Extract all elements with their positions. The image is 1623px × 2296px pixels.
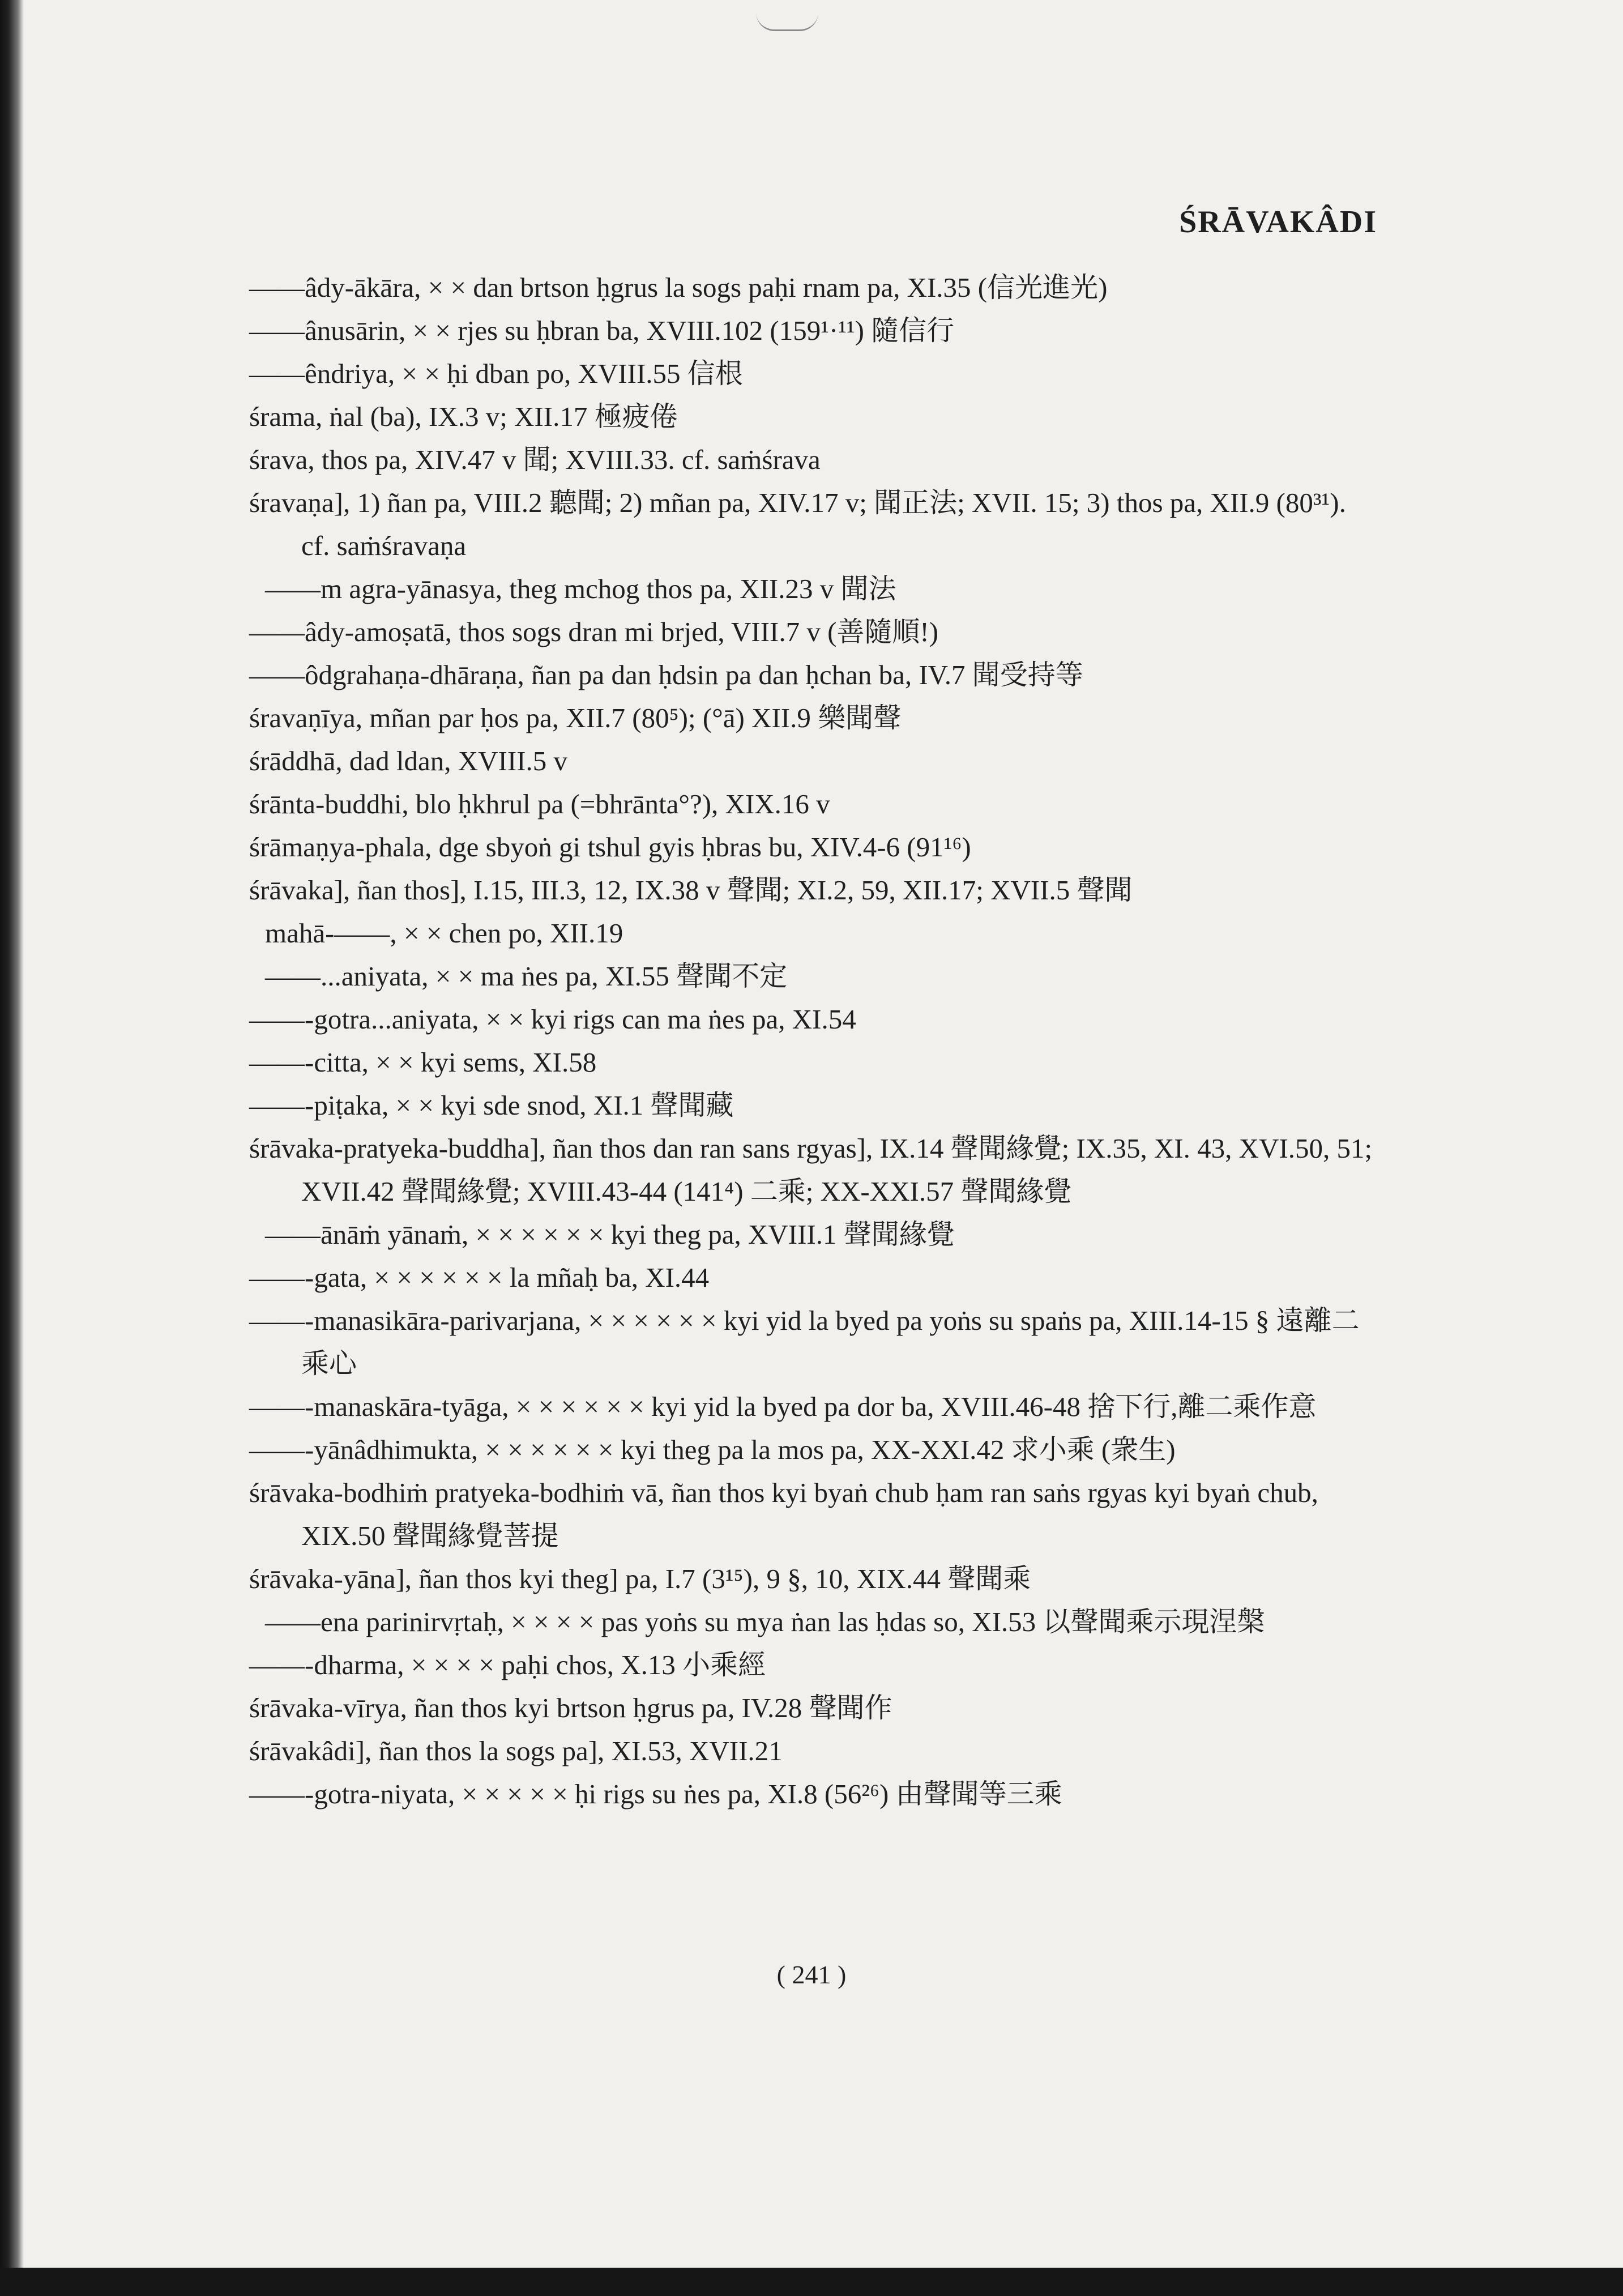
entry: ——-gotra-niyata, × × × × × ḥi rigs su ṅes pa, XI.8 (56²⁶) 由聲聞等三乘 <box>249 1778 1062 1810</box>
entry: ——ânusārin, × × rjes su ḥbran ba, XVIII.102 (159¹·¹¹) 隨信行 <box>249 315 955 346</box>
entry: ——-gotra...aniyata, × × kyi rigs can ma ṅes pa, XI.54 <box>249 1004 856 1035</box>
entry: śrāvaka-yāna], ñan thos kyi theg] pa, I.7 (3¹⁵), 9 §, 10, XIX.44 聲聞乘 <box>249 1563 1031 1594</box>
scan-bottom-edge <box>0 2268 1623 2296</box>
entry: śrāddhā, dad ldan, XVIII.5 v <box>249 745 567 776</box>
entry: ——-manasikāra-parivarjana, × × × × × × kyi yid la byed pa yoṅs su spaṅs pa, XIII.14-15 § 遠離二乘心 <box>249 1305 1360 1379</box>
entry: ——ānāṁ yānaṁ, × × × × × × kyi theg pa, XVIII.1 聲聞緣覺 <box>265 1219 955 1250</box>
page-top-mark <box>756 12 818 31</box>
entry: śrāvaka], ñan thos], I.15, III.3, 12, IX.38 v 聲聞; XI.2, 59, XII.17; XVII.5 聲聞 <box>249 874 1133 906</box>
entry: ——êndriya, × × ḥi dban po, XVIII.55 信根 <box>249 358 743 389</box>
entry: ——-manaskāra-tyāga, × × × × × × kyi yid la byed pa dor ba, XVIII.46-48 捨下行,離二乘作意 <box>249 1391 1317 1422</box>
entry: ——-yānâdhimukta, × × × × × × kyi theg pa la mos pa, XX-XXI.42 求小乘 (衆生) <box>249 1434 1176 1465</box>
entry: mahā-——, × × chen po, XII.19 <box>265 917 623 949</box>
entry: śrāmaṇya-phala, dge sbyoṅ gi tshul gyis ḥbras bu, XIV.4-6 (91¹⁶) <box>249 831 971 863</box>
entry: ——-gata, × × × × × × la mñaḥ ba, XI.44 <box>249 1262 710 1293</box>
entry: śrava, thos pa, XIV.47 v 聞; XVIII.33. cf. saṁśrava <box>249 444 821 475</box>
entry: śravaṇa], 1) ñan pa, VIII.2 聽聞; 2) mñan pa, XIV.17 v; 聞正法; XVII. 15; 3) thos pa, XII.9 (80³¹). cf. saṁśravaṇa <box>249 487 1346 561</box>
entry: śrama, ṅal (ba), IX.3 v; XII.17 極疲倦 <box>249 401 678 432</box>
entry: śrāvaka-bodhiṁ pratyeka-bodhiṁ vā, ñan thos kyi byaṅ chub ḥam ran saṅs rgyas kyi byaṅ chub, XIX.50 聲聞緣覺菩提 <box>249 1477 1318 1551</box>
entry: ——âdy-ākāra, × × dan brtson ḥgrus la sogs paḥi rnam pa, XI.35 (信光進光) <box>249 272 1108 303</box>
entry: ——ôdgrahaṇa-dhāraṇa, ñan pa dan ḥdsin pa dan ḥchan ba, IV.7 聞受持等 <box>249 659 1083 690</box>
entry: śrāvakâdi], ñan thos la sogs pa], XI.53, XVII.21 <box>249 1735 783 1766</box>
dictionary-entries <box>249 266 1376 1816</box>
scan-left-edge <box>0 0 24 2296</box>
entry: ——m agra-yānasya, theg mchog thos pa, XII.23 v 聞法 <box>265 573 896 604</box>
entry: ——ena parinirvṛtaḥ, × × × × pas yoṅs su mya ṅan las ḥdas so, XI.53 以聲聞乘示現涅槃 <box>265 1606 1265 1637</box>
entry: śrāvaka-pratyeka-buddha], ñan thos dan ran sans rgyas], IX.14 聲聞緣覺; IX.35, XI. 43, XVI.50, 51; XVII.42 聲聞緣覺; XVIII.43-44 (141⁴) 二乘; XX-XXI.57 聲聞緣覺 <box>249 1133 1373 1207</box>
entry: ——-dharma, × × × × paḥi chos, X.13 小乘經 <box>249 1649 766 1680</box>
entry: ——âdy-amoṣatā, thos sogs dran mi brjed, VIII.7 v (善隨順!) <box>249 616 939 647</box>
entry: śravaṇīya, mñan par ḥos pa, XII.7 (80⁵); (°ā) XII.9 樂聞聲 <box>249 702 902 733</box>
entry: śrāvaka-vīrya, ñan thos kyi brtson ḥgrus pa, IV.28 聲聞作 <box>249 1692 892 1723</box>
entry: śrānta-buddhi, blo ḥkhrul pa (=bhrānta°?), XIX.16 v <box>249 788 830 820</box>
entry: ——...aniyata, × × ma ṅes pa, XI.55 聲聞不定 <box>265 961 788 992</box>
page-number: ( 241 ) <box>776 1960 847 1989</box>
running-head: ŚRĀVAKÂDI <box>1179 204 1377 240</box>
entry: ——-piṭaka, × × kyi sde snod, XI.1 聲聞藏 <box>249 1090 734 1121</box>
entry: ——-citta, × × kyi sems, XI.58 <box>249 1047 597 1078</box>
